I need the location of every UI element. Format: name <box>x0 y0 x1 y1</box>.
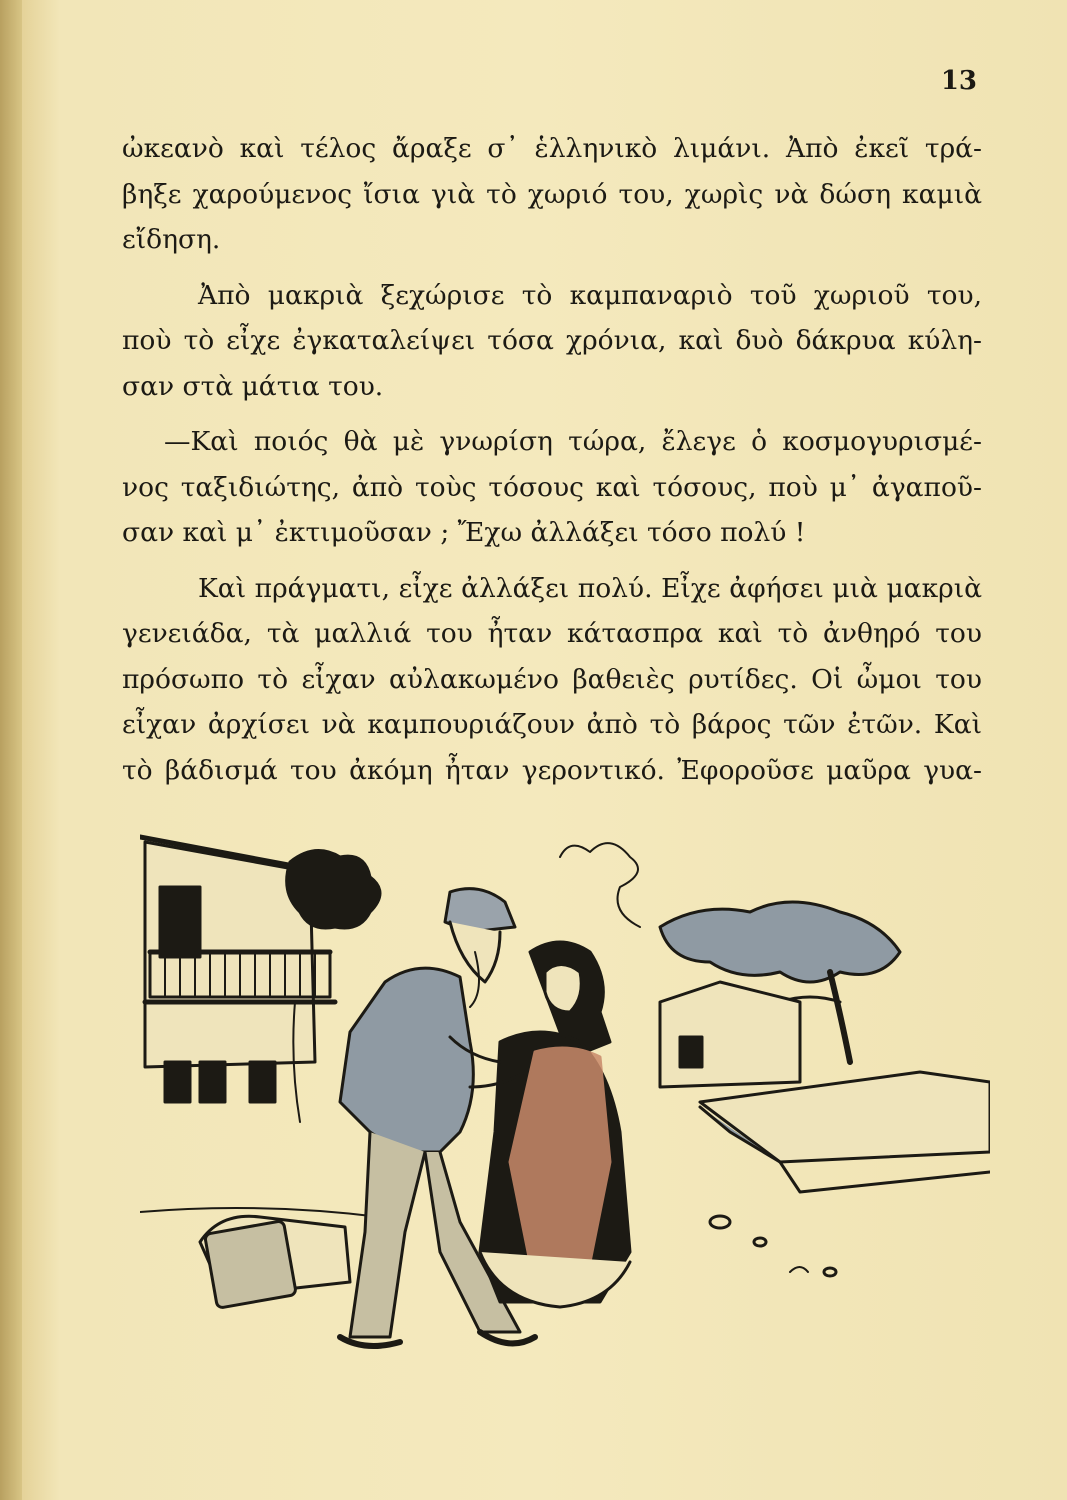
text-line: γενειάδα, τὰ μαλλιά του ἦταν κάτασπρα καὶ τὸ ἀνθηρό του <box>122 618 982 649</box>
text-line: Καὶ πράγματι, εἶχε ἀλλάξει πολύ. Εἶχε ἀφήσει μιὰ μακριὰ <box>198 572 982 604</box>
text-line: σαν καὶ μ᾽ ἐκτιμοῦσαν ; Ἔχω ἀλλάξει τόσο πολύ ! <box>122 517 806 548</box>
text-line: Ἀπὸ μακριὰ ξεχώρισε τὸ καμπαναριὸ τοῦ χωριοῦ του, <box>198 279 982 311</box>
text-line: πρόσωπο τὸ εἶχαν αὐλακωμένο βαθειὲς ρυτίδες. Οἱ ὦμοι του <box>122 663 982 695</box>
text-line: εἴδηση. <box>122 224 221 255</box>
text-line: ὠκεανὸ καὶ τέλος ἄραξε σ᾽ ἑλληνικὸ λιμάνι. Ἀπὸ ἐκεῖ τρά- <box>122 133 982 164</box>
text-line: —Καὶ ποιός θὰ μὲ γνωρίση τώρα, ἔλεγε ὁ κοσμογυρισμέ- <box>164 426 982 457</box>
text-line: βηξε χαρούμενος ἴσια γιὰ τὸ χωριό του, χωρὶς νὰ δώση καμιὰ <box>122 178 982 210</box>
body-text <box>122 126 982 793</box>
text-line: εἶχαν ἀρχίσει νὰ καμπουριάζουν ἀπὸ τὸ βάρος τῶν ἐτῶν. Καὶ <box>122 709 982 740</box>
illustration-reunion-icon <box>140 832 990 1362</box>
text-line: σαν στὰ μάτια του. <box>122 370 384 402</box>
text-line: ποὺ τὸ εἶχε ἐγκαταλείψει τόσα χρόνια, καὶ δυὸ δάκρυα κύλη- <box>122 325 982 356</box>
text-line: νος ταξιδιώτης, ἀπὸ τοὺς τόσους καὶ τόσους, ποὺ μ᾽ ἀγαποῦ- <box>122 471 982 503</box>
text-line: τὸ βάδισμά του ἀκόμη ἦταν γεροντικό. Ἐφοροῦσε μαῦρα γυα- <box>122 754 982 786</box>
book-spine <box>0 0 22 1500</box>
page-number: 13 <box>940 66 977 96</box>
